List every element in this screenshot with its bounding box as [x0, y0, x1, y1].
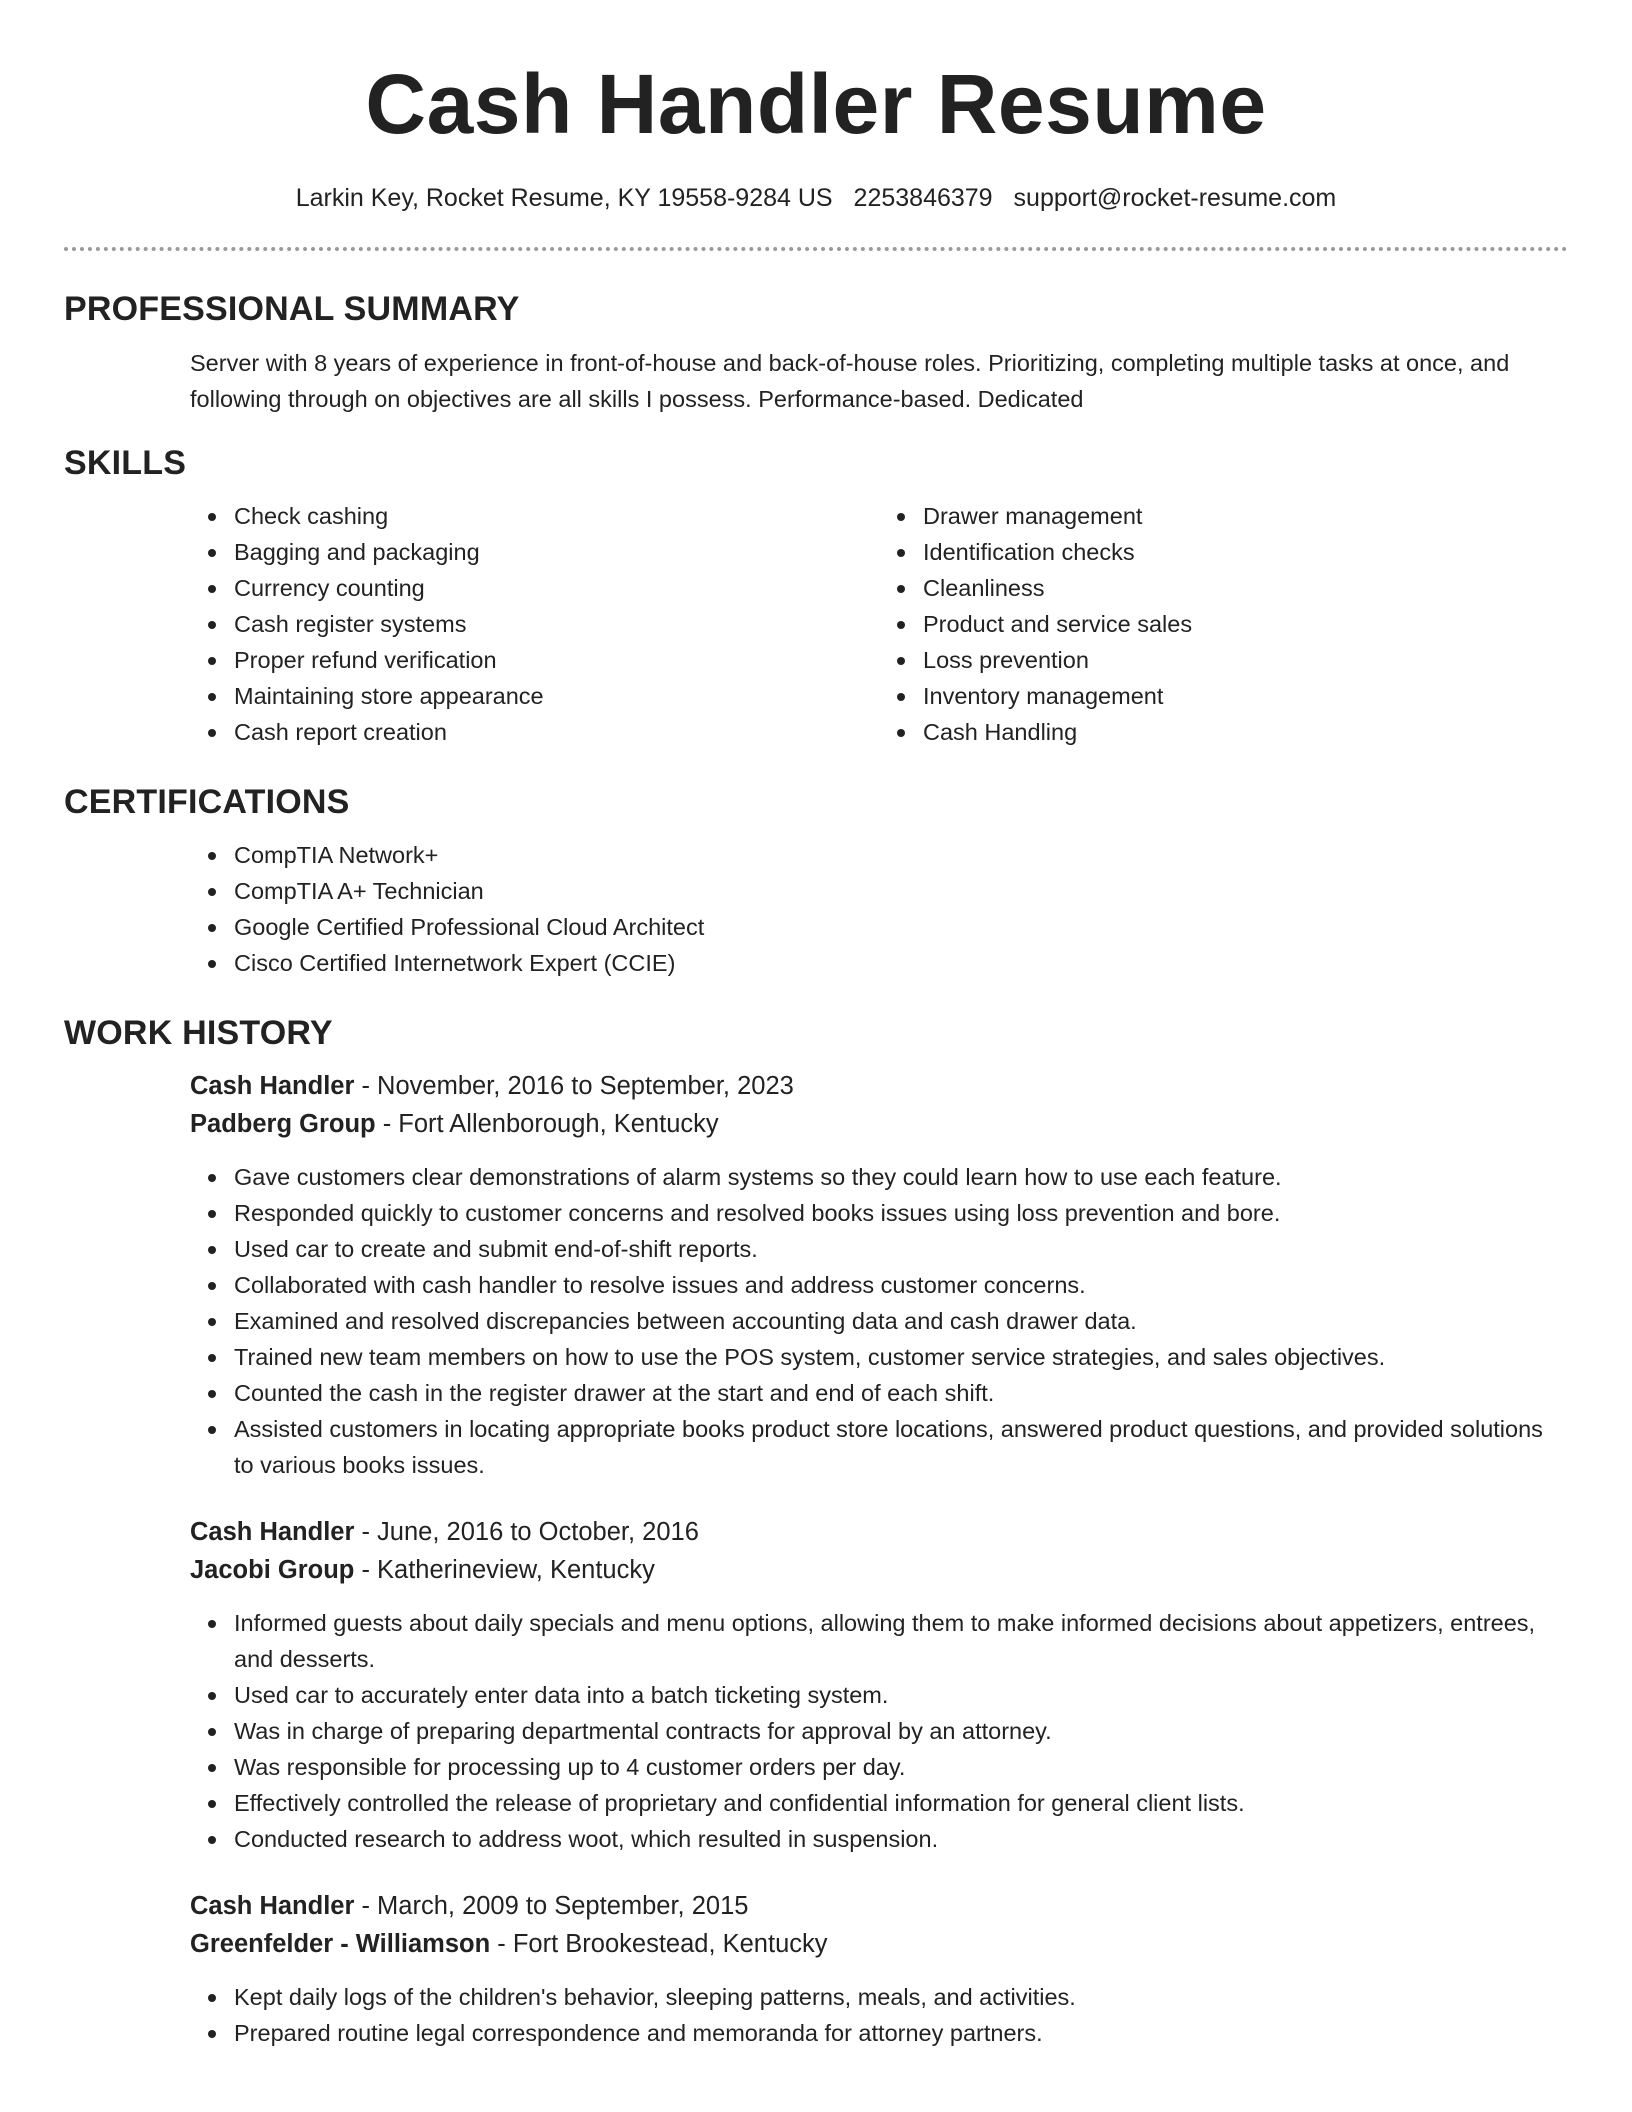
job-bullet: Kept daily logs of the children's behavior, sleeping patterns, meals, and activities.: [234, 1979, 1568, 2015]
job-bullet: Informed guests about daily specials and menu options, allowing them to make informed decisions about appetizers, entrees, and desserts.: [234, 1605, 1568, 1677]
job-bullet: Was responsible for processing up to 4 customer orders per day.: [234, 1749, 1568, 1785]
job-company: Greenfelder - Williamson: [190, 1930, 491, 1958]
job-title-line: [190, 1887, 1568, 1925]
job-role: Cash Handler: [190, 1892, 355, 1920]
skill-item: Loss prevention: [923, 642, 1568, 678]
skill-item: Product and service sales: [923, 606, 1568, 642]
job-location: - Katherineview, Kentucky: [354, 1556, 655, 1584]
work-history-heading: WORK HISTORY: [64, 1014, 333, 1052]
summary-heading: PROFESSIONAL SUMMARY: [64, 290, 520, 328]
skills-heading: SKILLS: [64, 444, 187, 482]
job-company: Jacobi Group: [190, 1556, 355, 1584]
job-company: Padberg Group: [190, 1110, 376, 1138]
skills-left-list: [190, 498, 879, 750]
skill-item: Cash register systems: [234, 606, 879, 642]
certification-item: CompTIA Network+: [234, 837, 1568, 873]
skills-right-list: [879, 498, 1568, 750]
job-bullet: Prepared routine legal correspondence and memoranda for attorney partners.: [234, 2015, 1568, 2051]
skill-item: Maintaining store appearance: [234, 678, 879, 714]
job-bullet: Counted the cash in the register drawer at the start and end of each shift.: [234, 1375, 1568, 1411]
job-company-line: [190, 1551, 1568, 1589]
job-entry: [190, 1513, 1568, 1857]
summary-text: Server with 8 years of experience in front-of-house and back-of-house roles. Prioritizing, completing multiple tasks at once, and following through on objectives are all skills I possess. Performance-based. Dedicated: [190, 350, 1510, 412]
skills-grid: [190, 498, 1568, 750]
resume-title: Cash Handler Resume: [365, 57, 1267, 151]
job-entry: [190, 1887, 1568, 2051]
certification-item: Google Certified Professional Cloud Architect: [234, 909, 1568, 945]
job-bullet: Responded quickly to customer concerns and resolved books issues using loss prevention and bore.: [234, 1195, 1568, 1231]
job-location: - Fort Allenborough, Kentucky: [375, 1110, 719, 1138]
skill-item: Identification checks: [923, 534, 1568, 570]
job-bullet: Collaborated with cash handler to resolve issues and address customer concerns.: [234, 1267, 1568, 1303]
skill-item: Cash report creation: [234, 714, 879, 750]
job-bullet: Gave customers clear demonstrations of alarm systems so they could learn how to use each feature.: [234, 1159, 1568, 1195]
job-bullet: Effectively controlled the release of proprietary and confidential information for general client lists.: [234, 1785, 1568, 1821]
skill-item: Bagging and packaging: [234, 534, 879, 570]
certifications-list: [190, 837, 1568, 981]
certification-item: Cisco Certified Internetwork Expert (CCIE): [234, 945, 1568, 981]
skill-item: Check cashing: [234, 498, 879, 534]
job-dates: - June, 2016 to October, 2016: [354, 1518, 699, 1546]
job-location: - Fort Brookestead, Kentucky: [490, 1930, 828, 1958]
job-role: Cash Handler: [190, 1072, 355, 1100]
job-bullet: Trained new team members on how to use the POS system, customer service strategies, and sales objectives.: [234, 1339, 1568, 1375]
job-bullet: Examined and resolved discrepancies between accounting data and cash drawer data.: [234, 1303, 1568, 1339]
skill-item: Drawer management: [923, 498, 1568, 534]
certifications-heading: CERTIFICATIONS: [64, 783, 350, 821]
job-title-line: [190, 1067, 1568, 1105]
header-divider: [64, 247, 1568, 251]
job-title-line: [190, 1513, 1568, 1551]
job-bullet: Assisted customers in locating appropriate books product store locations, answered product questions, and provided solutions to various books issues.: [234, 1411, 1568, 1483]
job-company-line: [190, 1925, 1568, 1963]
job-bullet: Conducted research to address woot, which resulted in suspension.: [234, 1821, 1568, 1857]
job-bullets: [190, 1605, 1568, 1857]
skill-item: Proper refund verification: [234, 642, 879, 678]
job-bullet: Was in charge of preparing departmental contracts for approval by an attorney.: [234, 1713, 1568, 1749]
job-bullet: Used car to accurately enter data into a batch ticketing system.: [234, 1677, 1568, 1713]
job-dates: - March, 2009 to September, 2015: [354, 1892, 749, 1920]
certification-item: CompTIA A+ Technician: [234, 873, 1568, 909]
job-company-line: [190, 1105, 1568, 1143]
contact-email: support@rocket-resume.com: [1013, 184, 1337, 212]
job-bullets: [190, 1159, 1568, 1483]
resume-page: [64, 0, 1568, 2051]
contact-address: Larkin Key, Rocket Resume, KY 19558-9284 US: [295, 184, 833, 212]
skill-item: Currency counting: [234, 570, 879, 606]
contact-line: [64, 182, 1568, 214]
job-bullets: [190, 1979, 1568, 2051]
contact-phone: 2253846379: [853, 184, 993, 212]
skill-item: Cleanliness: [923, 570, 1568, 606]
job-entry: [190, 1067, 1568, 1483]
job-role: Cash Handler: [190, 1518, 355, 1546]
skill-item: Inventory management: [923, 678, 1568, 714]
skill-item: Cash Handling: [923, 714, 1568, 750]
job-dates: - November, 2016 to September, 2023: [354, 1072, 794, 1100]
certifications-block: [190, 837, 1568, 981]
job-bullet: Used car to create and submit end-of-shift reports.: [234, 1231, 1568, 1267]
